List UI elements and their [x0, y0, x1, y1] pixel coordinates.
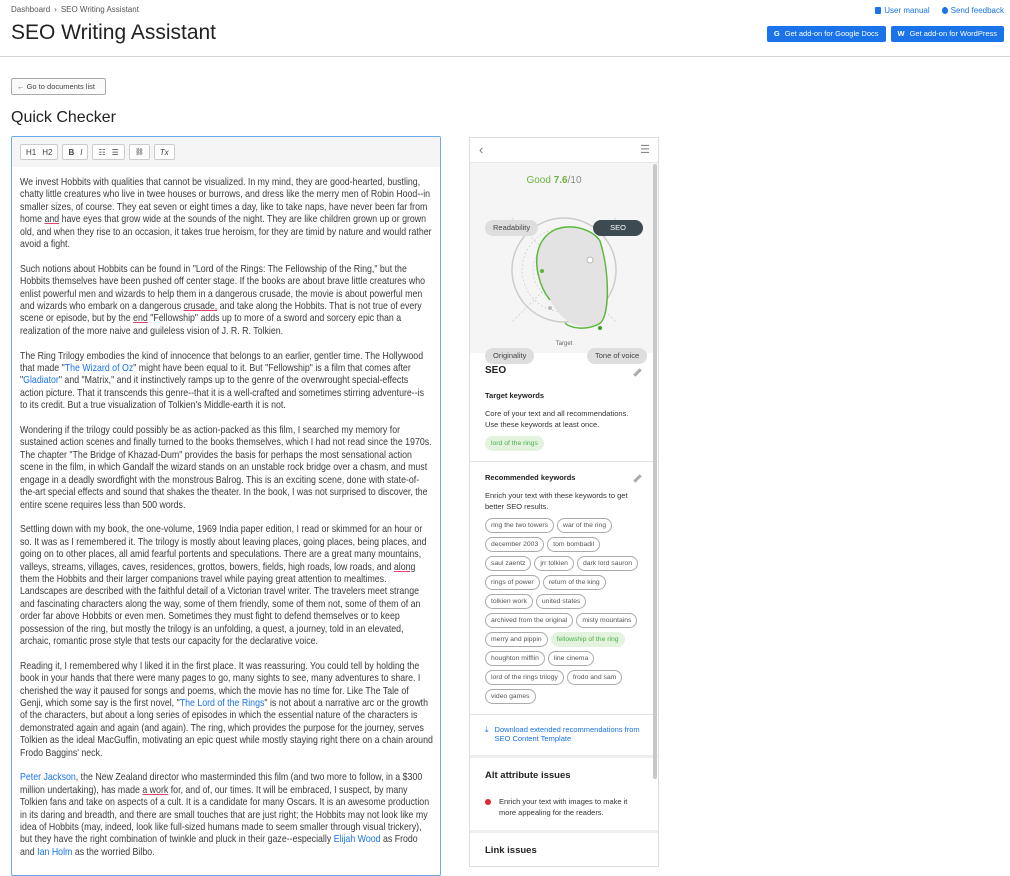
clear-format-button[interactable] — [154, 144, 175, 160]
paragraph — [20, 524, 433, 648]
user-manual-label: User manual — [884, 6, 930, 15]
text-segment: Reading it, I remembered why I liked it in the first place. It was reassuring. You could tell by holding the book in your hands that there were many pages to go, many sights to see, many adventures to share. I cherished the way it paused for songs and poems, which the movie has no time for. Like The Tale of Genji, which some say is the first novel, " — [20, 660, 421, 709]
score-max: /10 — [567, 175, 582, 186]
text-segment: Such notions about Hobbits can be found in "Lord of the Rings: The Fellowship of the Ring," but the Hobbits themselves have been pushed off center stage. If the books are about brave little creatures who enlist powerful men and wizards to help them in a dangerous crusade, the movie is about powerful men and wizards who embark on a dangerous — [20, 263, 426, 313]
paragraph — [20, 772, 433, 859]
text-link[interactable]: The Lord of the Rings — [179, 697, 265, 709]
bullet-list-button[interactable]: ☰ — [111, 147, 119, 157]
keyword-chip[interactable]: dark lord sauron — [577, 556, 638, 571]
seo-tab[interactable]: SEO — [593, 220, 643, 236]
google-docs-addon-button[interactable] — [767, 26, 886, 42]
seo-heading: SEO — [485, 365, 507, 376]
text-link[interactable]: The Wizard of Oz — [64, 363, 134, 375]
ordered-list-button[interactable]: ☷ — [98, 147, 106, 157]
recommended-heading: Recommended keywords — [485, 473, 576, 482]
header-divider — [0, 56, 1010, 57]
user-manual-link[interactable] — [875, 6, 929, 15]
score-panel — [470, 163, 658, 360]
text-segment: as the worried Bilbo. — [72, 846, 155, 858]
send-feedback-link[interactable] — [942, 6, 1004, 15]
keyword-chip[interactable]: lord of the rings trilogy — [485, 670, 564, 685]
text-link[interactable]: Ian Holm — [37, 846, 73, 858]
paragraph — [20, 351, 433, 413]
text-link[interactable]: Gladiator — [23, 375, 59, 387]
text-segment: The Ring Trilogy embodies the kind of innocence that belongs to an earlier, gentler time. The Hollywood that made " — [20, 350, 424, 375]
sidebar-header — [470, 138, 658, 163]
keyword-chip[interactable]: frodo and sam — [567, 670, 622, 685]
h1-button[interactable]: H1 — [26, 147, 37, 157]
chat-icon — [942, 7, 948, 14]
keyword-chip[interactable]: fellowship of the ring — [551, 632, 625, 647]
score-shape — [537, 227, 608, 327]
download-link[interactable] — [470, 715, 658, 755]
keyword-chip[interactable]: saul zaentz — [485, 556, 531, 571]
seo-section — [470, 353, 658, 451]
seo-sidebar — [469, 137, 659, 867]
error-dot-icon — [485, 799, 491, 805]
page-header-title: SEO Writing Assistant — [11, 21, 217, 44]
keyword-chip[interactable]: return of the king — [543, 575, 606, 590]
keyword-chip[interactable]: ring the two towers — [485, 518, 554, 533]
text-editor[interactable] — [11, 136, 441, 876]
book-icon — [875, 7, 881, 14]
alt-issue-text: Enrich your text with images to make it more appealing for the readers. — [499, 797, 628, 817]
recommended-section — [470, 462, 658, 704]
recommended-desc: Enrich your text with these keywords to get better SEO results. — [485, 491, 628, 511]
alt-issue — [485, 796, 643, 818]
flagged-word[interactable]: end — [133, 313, 148, 325]
link-section — [470, 833, 658, 856]
target-keyword-list — [485, 436, 645, 451]
keyword-chip[interactable]: video games — [485, 689, 536, 704]
text-segment: " and "Matrix," and it instinctively ramps up to the genre of the overwrought special-effects action picture. That it transcends this genre--that it is a well-crafted and sometimes stirring adventure--is to its credit. But a true visualization of Tolkien's Middle-earth it is not. — [20, 375, 425, 412]
breadcrumb — [11, 5, 143, 14]
heading-group — [20, 144, 58, 160]
download-label: Download extended recommendations from SEO Content Template — [494, 725, 640, 743]
flagged-word[interactable]: and — [44, 214, 60, 226]
breadcrumb-separator: › — [54, 5, 57, 14]
go-to-documents-button[interactable] — [11, 78, 106, 95]
text-segment: them the Hobbits and their larger companions travel while paying great attention to mealtimes. Landscapes are described with the faithful detail of a Victorian travel writer. The travelers meet strange and fascinating characters along the way, some of them friendly, some of them not, some of them of an order far above Hobbits or even men. Sometimes they must fight to defend themselves or to keep possession of the ring, but mostly the trilogy is an unfolding, a quest, a journey, told in an elevated, archaic, romantic prose style that tests our capacity for the declarative voice. — [20, 573, 421, 647]
recommended-keyword-list — [485, 518, 645, 704]
keyword-chip[interactable]: december 2003 — [485, 537, 544, 552]
tone-of-voice-tab[interactable]: Tone of voice — [587, 348, 647, 364]
flagged-word[interactable]: crusade, — [183, 301, 218, 313]
text-segment: and take along the Hobbits. That is not true of every scene or episode, but by the — [20, 301, 422, 325]
flagged-word[interactable]: a work — [142, 784, 169, 796]
text-segment: Settling down with my book, the one-volume, 1969 India paper edition, I read or skimmed for an hour or so. It was as I remembered it. The trilogy is mostly about leaving places, going places, being places, and going on to other places, all amid fearful portents and speculations. There are a great many mountains, valleys, streams, villages, caves, residences, grottos, bowers, fields, high roads, low roads, and — [20, 524, 427, 573]
keyword-chip[interactable]: tom bombadil — [547, 537, 600, 552]
format-group — [62, 144, 88, 160]
flagged-word[interactable]: along — [393, 561, 416, 573]
keyword-chip[interactable]: houghton mifflin — [485, 651, 545, 666]
paragraph — [20, 661, 433, 760]
text-segment: " might have been equal to it. But "Fellowship" is a film that comes after " — [20, 363, 411, 387]
keyword-chip[interactable]: jrr tolkien — [534, 556, 574, 571]
go-to-documents-label: Go to documents list — [26, 82, 95, 91]
chevron-left-icon[interactable]: ‹ — [479, 142, 484, 157]
menu-icon[interactable]: ☰ — [640, 144, 650, 156]
google-icon: G — [773, 29, 780, 38]
arrow-left-icon: ← — [17, 82, 27, 91]
list-group — [92, 144, 124, 160]
text-segment: We invest Hobbits with qualities that cannot be visualized. In my mind, they are good-hearted, bustling, chatty little creatures who live in twee houses or burrows, and dress like the merry men of Robin Hood--in smaller sizes, of course. They eat seven or eight times a day, like to take naps, have never been far from home — [20, 177, 431, 226]
readability-tab[interactable]: Readability — [485, 220, 538, 236]
breadcrumb-dashboard[interactable]: Dashboard — [11, 5, 51, 14]
paragraph — [20, 425, 433, 512]
target-keywords-heading: Target keywords — [485, 391, 545, 400]
target-label: Target — [555, 341, 573, 347]
keyword-chip[interactable]: rings of power — [485, 575, 540, 590]
target-keyword-chip[interactable]: lord of the rings — [485, 436, 544, 451]
link-icon: ⛓ — [134, 149, 144, 156]
text-link[interactable]: Peter Jackson — [20, 772, 76, 784]
keyword-chip[interactable]: united states — [536, 594, 587, 609]
keyword-chip[interactable]: tolkien work — [485, 594, 533, 609]
wordpress-addon-button[interactable] — [891, 26, 1005, 42]
link-button[interactable] — [129, 144, 150, 160]
clear-format-icon: Tx — [159, 147, 169, 157]
text-segment: for, and of, our times. It will be embraced, I suspect, by many Tolkien fans and take on aspects of a cult. It is a candidate for many Oscars. It is an awesome production in its daring and breadth, and there are small touches that are just right; the Hobbits may not look like my idea of Hobbits (may, indeed, look like full-sized humans made to seem smaller through visual trickery), but they have the right combination of twinkle and pluck in their gaze--especially — [20, 784, 430, 846]
originality-tab[interactable]: Originality — [485, 348, 534, 364]
text-segment: " is not about a narrative arc or the growth of the characters, but about a long series of episodes in which the essential nature of the characters is demonstrated again and again (and again). The ring, which provides the purpose for the journey, serves Tolkien as the ideal MacGuffin, motivating an epic quest while mostly staying right there on a chain around Frodo Baggins' neck. — [20, 697, 433, 759]
text-segment: as Frodo and — [20, 834, 418, 858]
alt-section — [470, 758, 658, 818]
link-heading: Link issues — [485, 845, 537, 856]
download-icon: ⤓ — [485, 725, 489, 734]
h2-button[interactable]: H2 — [42, 147, 53, 157]
wordpress-icon: W — [897, 29, 905, 38]
alt-heading: Alt attribute issues — [485, 770, 571, 781]
target-keywords-desc: Core of your text and all recommendations. Use these keywords at least once. — [485, 409, 629, 429]
bold-button[interactable]: B — [68, 147, 75, 157]
radar-chart — [470, 163, 655, 353]
google-docs-addon-label: Get add-on for Google Docs — [784, 29, 879, 38]
paragraph — [20, 177, 433, 251]
keyword-chip[interactable]: merry and pippin — [485, 632, 548, 647]
keyword-chip[interactable]: archived from the original — [485, 613, 573, 628]
top-links — [875, 6, 1004, 15]
editor-content[interactable] — [20, 177, 433, 872]
addon-buttons — [767, 26, 1004, 42]
send-feedback-label: Send feedback — [950, 6, 1004, 15]
text-link[interactable]: Elijah Wood — [333, 834, 381, 846]
text-segment: have eyes that grow wide at the sounds of the night. They are like children grown up or grown old, and when they rise to an occasion, it takes true heroism, for they are timid by nature and would rather avoid a fight. — [20, 214, 432, 251]
text-segment: "Fellowship" adds up to more of a sword and sorcery epic than a realization of the more naive and guileless vision of J. R. R. Tolkien. — [20, 313, 402, 337]
wordpress-addon-label: Get add-on for WordPress — [909, 29, 997, 38]
italic-button[interactable]: I — [80, 147, 83, 157]
text-segment: Wondering if the trilogy could possibly be as action-packed as this film, I searched my memory for sustained action scenes and finally turned to the books themselves, which I had not read since the 1970s. The chapter "The Bridge of Khazad-Dum" provides the basis for perhaps the most sensational action scene in the film, in which Gandalf the wizard stands on an unstable rock bridge over a chasm, and must engage in a deadly swordfight with the monstrous Balrog. This is an exciting scene, done with state-of-the-art special effects and sound that shakes the theater. In the book, I was not surprised to discover, the entire scene requires less than 500 words. — [20, 425, 432, 511]
page-title: Quick Checker — [11, 109, 116, 126]
keyword-chip[interactable]: war of the ring — [557, 518, 612, 533]
paragraph — [20, 264, 433, 338]
text-segment: , the New Zealand director who masterminded this film (and two more to follow, in a $300 million undertaking), has made — [20, 772, 423, 796]
score-label: Good — [526, 175, 551, 186]
keyword-chip[interactable]: misty mountains — [576, 613, 637, 628]
editor-toolbar — [12, 137, 440, 167]
score-value: 7.6 — [553, 175, 568, 186]
breadcrumb-current: SEO Writing Assistant — [60, 5, 139, 14]
keyword-chip[interactable]: line cinema — [548, 651, 594, 666]
